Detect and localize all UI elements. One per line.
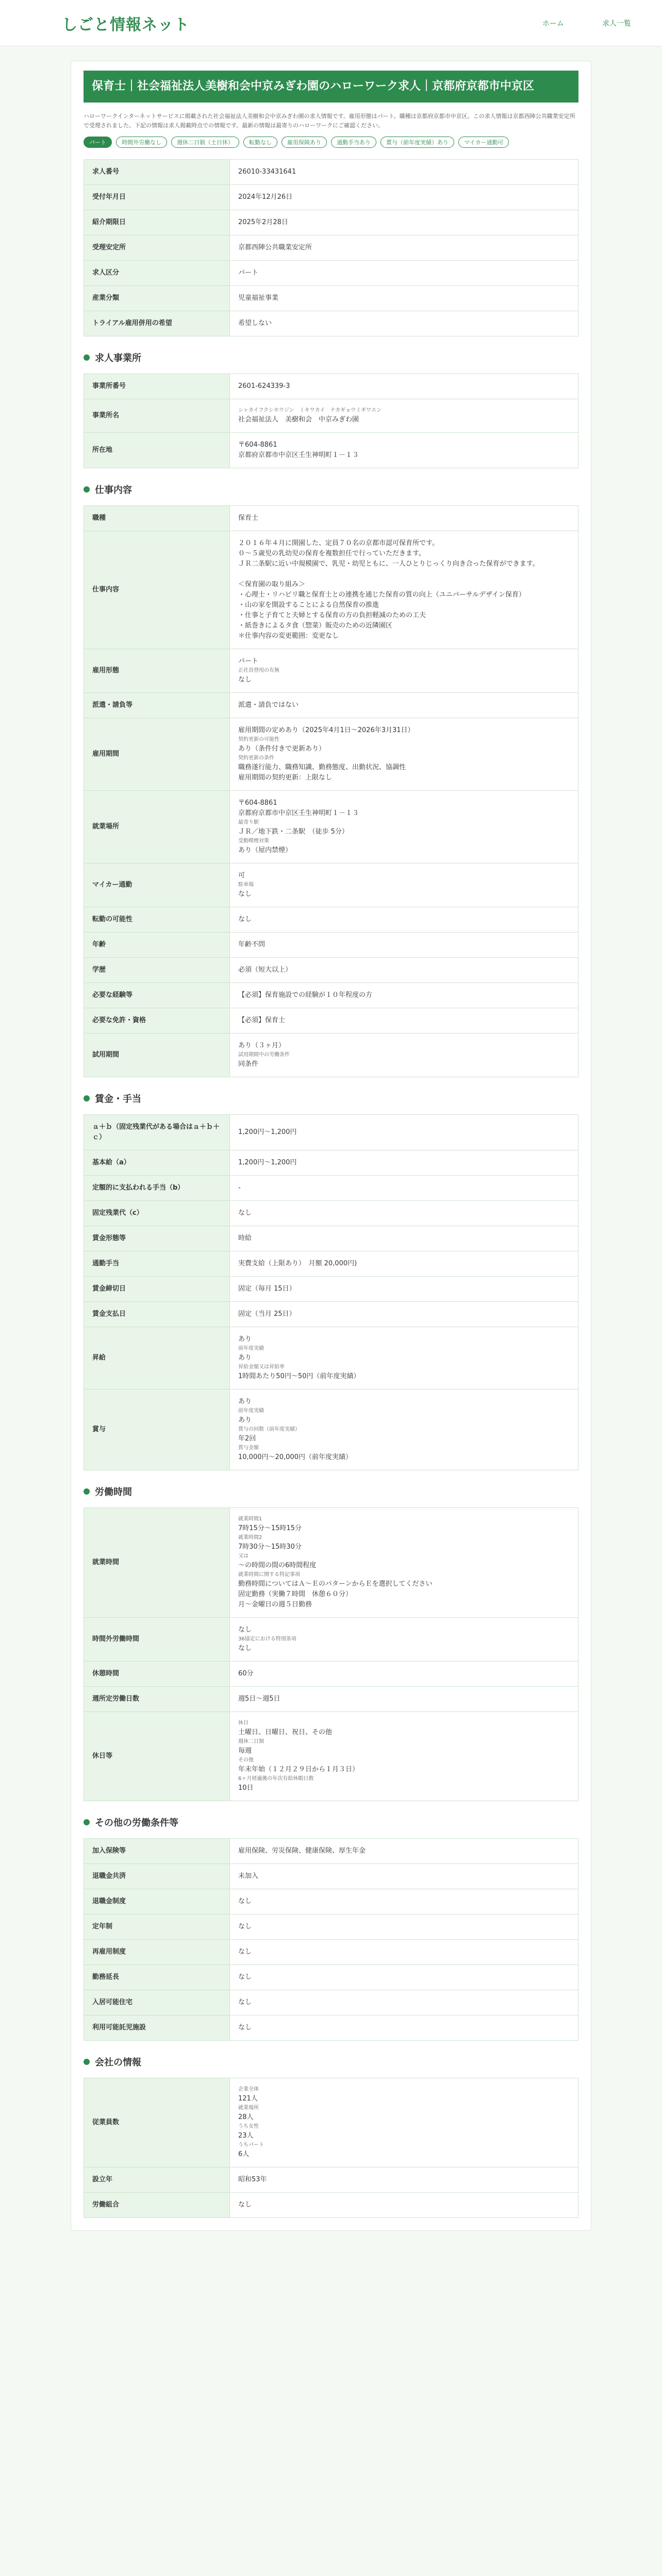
feature-tag: 雇用保険あり <box>282 137 327 148</box>
value-text: 児童福祉事業 <box>238 294 279 302</box>
row-label: 通勤手当 <box>84 1251 230 1277</box>
header-nav <box>506 18 631 28</box>
row-value-cell <box>230 649 578 693</box>
row-label: 試用期間 <box>84 1033 230 1077</box>
row-label: 賃金支払日 <box>84 1302 230 1327</box>
table-row <box>84 506 578 531</box>
value-text: なし <box>238 1973 252 1981</box>
table-row <box>84 1914 578 1940</box>
value-text: あり <box>238 1398 252 1405</box>
row-value-cell <box>230 185 578 210</box>
value-text: パート <box>238 657 259 665</box>
row-label: 入居可能住宅 <box>84 1990 230 2015</box>
value-sublabel: 就業時間に関する特記事項 <box>238 1572 300 1578</box>
value-text: 社会福祉法人 美樹和会 中京みぎわ園 <box>238 416 359 423</box>
row-label: 年齢 <box>84 933 230 958</box>
section-bullet-icon <box>84 1095 90 1101</box>
table-row <box>84 693 578 718</box>
row-value-cell <box>230 1302 578 1327</box>
row-label: 従業員数 <box>84 2078 230 2167</box>
info-table <box>84 1114 578 1470</box>
section-title-text: 会社の情報 <box>95 2057 141 2068</box>
value-sublabel: 契約更新の条件 <box>238 755 274 761</box>
value-sublabel: 6ヶ月経過後の年次有給休暇日数 <box>238 1776 314 1782</box>
row-value-cell <box>230 2167 578 2193</box>
row-value-cell <box>230 210 578 235</box>
section-bullet-icon <box>84 1819 90 1825</box>
row-label: 利用可能託児施設 <box>84 2015 230 2041</box>
table-row <box>84 1687 578 1712</box>
table-row <box>84 1277 578 1302</box>
value-text: 〒604-8861 京都府京都市中京区壬生神明町１－１３ <box>238 799 359 817</box>
row-label: 休憩時間 <box>84 1662 230 1687</box>
row-label: 時間外労働時間 <box>84 1618 230 1662</box>
row-label: 事業所番号 <box>84 374 230 399</box>
value-text: 121人 <box>238 2095 258 2103</box>
row-label: 派遣・請負等 <box>84 693 230 718</box>
table-row <box>84 1150 578 1176</box>
section-title <box>84 351 578 364</box>
row-value-cell <box>230 1864 578 1889</box>
value-text: なし <box>238 916 252 923</box>
section-bullet-icon <box>84 486 90 493</box>
value-text: 土曜日、日曜日、祝日、その他 <box>238 1728 333 1736</box>
row-value-cell <box>230 1389 578 1470</box>
value-text: あり <box>238 1335 252 1343</box>
row-label: 学歴 <box>84 958 230 983</box>
row-value-cell <box>230 1914 578 1940</box>
row-label: 就業場所 <box>84 791 230 863</box>
table-row <box>84 1662 578 1687</box>
value-text: 固定（当月 25日） <box>238 1310 296 1318</box>
section-title <box>84 483 578 496</box>
table-row <box>84 2193 578 2218</box>
section-title-text: その他の労働条件等 <box>95 1818 178 1828</box>
value-text: なし <box>238 1897 252 1905</box>
section-bullet-icon <box>84 2059 90 2065</box>
row-label: 仕事内容 <box>84 531 230 649</box>
table-row <box>84 1302 578 1327</box>
table-row <box>84 863 578 907</box>
row-label: 事業所名 <box>84 399 230 433</box>
row-value-cell <box>230 2193 578 2218</box>
row-value-cell <box>230 1940 578 1965</box>
row-label: 所在地 <box>84 433 230 468</box>
value-sublabel: シャカイフクシホウジン ミキワカイ ナカギョウミギワエン <box>238 408 382 413</box>
row-value-cell <box>230 863 578 907</box>
value-text: 26010-33431641 <box>238 168 296 176</box>
value-text: 〒604-8861 京都府京都市中京区壬生神明町１－１３ <box>238 441 359 459</box>
row-label: 必要な免許・資格 <box>84 1008 230 1033</box>
section-title-text: 賃金・手当 <box>95 1094 141 1105</box>
value-text: あり（条件付きで更新あり） <box>238 745 326 753</box>
row-value-cell <box>230 311 578 336</box>
value-text: なし <box>238 1998 252 2006</box>
table-row <box>84 433 578 468</box>
value-text: 10,000円〜20,000円（前年度実績） <box>238 1453 352 1461</box>
row-value-cell <box>230 1712 578 1801</box>
value-text: あり <box>238 1354 252 1362</box>
row-label: 職種 <box>84 506 230 531</box>
feature-tag: 通勤手当あり <box>331 137 376 148</box>
value-text: 週5日〜週5日 <box>238 1695 280 1703</box>
site-header <box>0 0 662 46</box>
table-row <box>84 261 578 286</box>
row-label: 求人区分 <box>84 261 230 286</box>
row-value-cell <box>230 1508 578 1618</box>
value-sublabel: 就業時間2 <box>238 1535 262 1540</box>
row-label: 再雇用制度 <box>84 1940 230 1965</box>
row-label: 退職金制度 <box>84 1889 230 1914</box>
row-value-cell <box>230 1990 578 2015</box>
row-value-cell <box>230 718 578 791</box>
table-row <box>84 1990 578 2015</box>
value-text: なし <box>238 1626 252 1634</box>
job-detail-card <box>71 61 591 2231</box>
value-text: 年齢不問 <box>238 941 266 948</box>
row-value-cell <box>230 399 578 433</box>
table-row <box>84 1618 578 1662</box>
section-title-text: 労働時間 <box>95 1487 132 1498</box>
value-sublabel: 企業全体 <box>238 2087 259 2092</box>
row-value-cell <box>230 1618 578 1662</box>
row-label: 加入保険等 <box>84 1839 230 1864</box>
info-table <box>84 505 578 1077</box>
value-text: 1時間あたり50円〜50円（前年度実績） <box>238 1372 360 1380</box>
value-text: 60分 <box>238 1670 254 1677</box>
value-text: 派遣・請負ではない <box>238 701 299 709</box>
table-row <box>84 2167 578 2193</box>
table-row <box>84 311 578 336</box>
row-value-cell <box>230 958 578 983</box>
row-label: 労働組合 <box>84 2193 230 2218</box>
table-row <box>84 1201 578 1226</box>
value-sublabel: うち女性 <box>238 2124 259 2129</box>
row-value-cell <box>230 693 578 718</box>
value-text: 可 <box>238 872 245 879</box>
row-label: 昇給 <box>84 1327 230 1389</box>
value-sublabel: うちパート <box>238 2142 264 2148</box>
row-value-cell <box>230 286 578 311</box>
nav-home-link[interactable]: ホーム <box>542 19 564 28</box>
feature-tag: 週休二日制（土日休） <box>171 137 239 148</box>
row-value-cell <box>230 433 578 468</box>
lead-text: ハローワークインターネットサービスに掲載された社会福祉法人美樹和会中京みぎわ園の求人情報です。雇用形態はパート。職種は京都府京都市中京区。この求人情報は京都西陣公共職業安定所で受理されました。下記の情報は求人掲載時点での情報です。最新の情報は最寄りのハローワークにご確認ください。 <box>84 113 575 129</box>
value-text: なし <box>238 2024 252 2031</box>
row-value-cell <box>230 1008 578 1033</box>
row-value-cell <box>230 1687 578 1712</box>
section-title <box>84 2055 578 2069</box>
table-row <box>84 2015 578 2041</box>
value-text: ２０１６年４月に開園した、定員７０名の京都市認可保育所です。 ０～５歳児の乳幼児の保育を複数担任で行っていただきます。 ＪＲ二条駅に近い中規模園で、乳児・幼児ともに、一人ひとりじっくり向き合った保育ができます。 ＜保育園の取り組み＞ ・心理士・リハビリ職と保育士との連携を通じた保育の質の向上（ユニバーサルデザイン保育） ・山の家を開設することによる自然保育の推進 ・仕事と子育てと夫婦とする保育の方の負担軽減のための工夫 ・紙巻きによるタ食（惣菜）販売のための近隣園区 ＊仕事内容の変更範囲：変更なし <box>238 539 539 640</box>
table-row <box>84 531 578 649</box>
value-sublabel: その他 <box>238 1757 254 1763</box>
value-text: あり（３ヶ月） <box>238 1042 286 1049</box>
row-value-cell <box>230 1150 578 1176</box>
table-row <box>84 649 578 693</box>
info-table <box>84 1838 578 2041</box>
value-sublabel: 休日 <box>238 1720 249 1726</box>
row-label: 転勤の可能性 <box>84 907 230 933</box>
value-text: 2601-624339-3 <box>238 382 290 390</box>
row-value-cell <box>230 2078 578 2167</box>
table-row <box>84 210 578 235</box>
row-value-cell <box>230 1033 578 1077</box>
row-value-cell <box>230 235 578 261</box>
value-sublabel: 正社員登用の有無 <box>238 668 279 673</box>
table-row <box>84 1889 578 1914</box>
row-label: 週所定労働日数 <box>84 1687 230 1712</box>
value-text: なし <box>238 1209 252 1217</box>
table-row <box>84 1712 578 1801</box>
value-text: 職務遂行能力、職務知識、勤務態度、出勤状況、協調性 雇用期間の契約更新：上限なし <box>238 764 406 782</box>
value-sublabel: 又は <box>238 1553 249 1559</box>
row-value-cell <box>230 1115 578 1150</box>
row-value-cell <box>230 1327 578 1389</box>
row-label: 休日等 <box>84 1712 230 1801</box>
value-text: 1,200円〜1,200円 <box>238 1159 297 1166</box>
value-text: 年末年始（１２月２９日から１月３日） <box>238 1766 359 1773</box>
table-row <box>84 399 578 433</box>
table-row <box>84 958 578 983</box>
value-text: 2024年12月26日 <box>238 193 293 201</box>
value-sublabel: 前年度実績 <box>238 1346 264 1351</box>
row-label: 定額的に支払われる手当（b） <box>84 1176 230 1201</box>
info-table <box>84 2078 578 2218</box>
feature-tag: 賞与（前年度実績）あり <box>380 137 454 148</box>
value-sublabel: 週休二日制 <box>238 1739 264 1744</box>
row-label: 賃金締切日 <box>84 1277 230 1302</box>
row-label: 基本給（a） <box>84 1150 230 1176</box>
table-row <box>84 1839 578 1864</box>
row-label: 勤務延長 <box>84 1965 230 1990</box>
site-logo[interactable]: しごと情報ネット <box>62 15 190 34</box>
value-text: 必須（短大以上） <box>238 966 292 974</box>
value-text: 〜の時間の間の6時間程度 <box>238 1562 317 1569</box>
row-value-cell <box>230 506 578 531</box>
value-text: - <box>238 1184 241 1192</box>
value-sublabel: 駐車場 <box>238 882 254 888</box>
value-text: 保育士 <box>238 514 259 522</box>
row-label: 定年制 <box>84 1914 230 1940</box>
value-text: なし <box>238 1645 252 1652</box>
table-row <box>84 1940 578 1965</box>
row-label: 必要な経験等 <box>84 983 230 1008</box>
value-text: なし <box>238 1948 252 1956</box>
feature-tags <box>84 137 578 148</box>
row-value-cell <box>230 907 578 933</box>
table-row <box>84 1115 578 1150</box>
value-text: 6人 <box>238 2150 250 2158</box>
info-table <box>84 159 578 336</box>
table-row <box>84 286 578 311</box>
row-value-cell <box>230 1965 578 1990</box>
value-text: 同条件 <box>238 1060 259 1068</box>
value-text: 28人 <box>238 2113 254 2121</box>
table-row <box>84 1389 578 1470</box>
section-title <box>84 1485 578 1498</box>
value-text: 1,200円〜1,200円 <box>238 1128 297 1136</box>
value-text: 京都西陣公共職業安定所 <box>238 244 312 251</box>
row-value-cell <box>230 983 578 1008</box>
value-sublabel: 昇給金額又は昇給率 <box>238 1364 285 1370</box>
value-text: 未加入 <box>238 1872 259 1880</box>
table-row <box>84 1508 578 1618</box>
row-value-cell <box>230 374 578 399</box>
value-sublabel: 就業場所 <box>238 2105 259 2111</box>
value-text: 希望しない <box>238 319 272 327</box>
page-title: 保育士｜社会福祉法人美樹和会中京みぎわ園のハローワーク求人｜京都府京都市中京区 <box>84 71 578 103</box>
table-row <box>84 1008 578 1033</box>
table-row <box>84 933 578 958</box>
value-text: 2025年2月28日 <box>238 218 288 226</box>
row-label: 設立年 <box>84 2167 230 2193</box>
section-title <box>84 1816 578 1829</box>
row-label: 雇用期間 <box>84 718 230 791</box>
table-row <box>84 791 578 863</box>
table-row <box>84 160 578 185</box>
feature-tag: 時間外労働なし <box>116 137 167 148</box>
row-label: 受理安定所 <box>84 235 230 261</box>
row-label: 産業分類 <box>84 286 230 311</box>
row-label: 受付年月日 <box>84 185 230 210</box>
value-text: 時給 <box>238 1234 252 1242</box>
value-text: なし <box>238 2201 252 2209</box>
row-value-cell <box>230 1277 578 1302</box>
feature-tag: マイカー通勤可 <box>458 137 509 148</box>
value-text: パート <box>238 269 259 277</box>
table-row <box>84 185 578 210</box>
value-sublabel: 契約更新の可能性 <box>238 737 279 742</box>
table-row <box>84 374 578 399</box>
row-value-cell <box>230 1201 578 1226</box>
row-value-cell <box>230 1839 578 1864</box>
row-value-cell <box>230 1889 578 1914</box>
row-value-cell <box>230 1176 578 1201</box>
value-text: 勤務時間についてはＡ～ＥのパターンからＥを選択してください 固定勤務（実働７時間 休憩６０分） 月～金曜日の週５日勤務 <box>238 1580 433 1608</box>
table-row <box>84 1864 578 1889</box>
value-text: 23人 <box>238 2132 254 2140</box>
table-row <box>84 1251 578 1277</box>
value-text: 実費支給（上限あり） 月額 20,000円) <box>238 1260 357 1267</box>
value-sublabel: 受動喫煙対策 <box>238 838 269 844</box>
feature-tag: パート <box>84 137 112 148</box>
value-text: なし <box>238 1923 252 1930</box>
table-row <box>84 2078 578 2167</box>
value-text: 7時30分〜15時30分 <box>238 1543 302 1551</box>
value-text: ＪＲ／地下鉄・二条駅 （徒歩 5分） <box>238 828 349 836</box>
table-row <box>84 718 578 791</box>
value-text: 昭和53年 <box>238 2176 267 2183</box>
row-value-cell <box>230 1662 578 1687</box>
row-value-cell <box>230 1226 578 1251</box>
value-text: 7時15分〜15時15分 <box>238 1524 302 1532</box>
row-label: ａ＋ｂ（固定残業代がある場合はａ＋ｂ＋ｃ） <box>84 1115 230 1150</box>
value-text: 雇用期間の定めあり（2025年4月1日～2026年3月31日） <box>238 726 415 734</box>
value-sublabel: 最寄り駅 <box>238 820 259 825</box>
nav-job-list-link[interactable]: 求人一覧 <box>602 19 631 28</box>
section-title <box>84 1092 578 1105</box>
row-value-cell <box>230 531 578 649</box>
table-row <box>84 907 578 933</box>
row-value-cell <box>230 160 578 185</box>
table-row <box>84 235 578 261</box>
value-sublabel: 就業時間1 <box>238 1516 262 1522</box>
info-table <box>84 1507 578 1801</box>
row-label: 固定残業代（c） <box>84 1201 230 1226</box>
row-label: トライアル雇用併用の希望 <box>84 311 230 336</box>
table-row <box>84 1965 578 1990</box>
row-value-cell <box>230 933 578 958</box>
value-text: 毎週 <box>238 1747 252 1755</box>
value-text: なし <box>238 890 252 898</box>
section-title-text: 求人事業所 <box>95 353 141 364</box>
table-row <box>84 983 578 1008</box>
table-row <box>84 1226 578 1251</box>
value-text: あり <box>238 1416 252 1424</box>
value-text: 10日 <box>238 1784 254 1792</box>
value-text: 【必須】保育士 <box>238 1016 286 1024</box>
row-label: 雇用形態 <box>84 649 230 693</box>
info-table <box>84 374 578 468</box>
value-sublabel: 前年度実績 <box>238 1408 264 1414</box>
row-label: 退職金共済 <box>84 1864 230 1889</box>
value-sublabel: 試用期間中の労働条件 <box>238 1052 290 1058</box>
value-sublabel: 賞与金額 <box>238 1445 259 1451</box>
row-label: 就業時間 <box>84 1508 230 1618</box>
table-row <box>84 1176 578 1201</box>
value-text: 年2回 <box>238 1435 256 1443</box>
value-text: 雇用保険、労災保険、健康保険、厚生年金 <box>238 1847 366 1855</box>
value-sublabel: 賞与の回数（前年度実績） <box>238 1427 300 1432</box>
table-row <box>84 1033 578 1077</box>
row-label: 賃金形態等 <box>84 1226 230 1251</box>
row-label: 求人番号 <box>84 160 230 185</box>
row-value-cell <box>230 2015 578 2041</box>
row-label: 紹介期限日 <box>84 210 230 235</box>
section-title-text: 仕事内容 <box>95 485 132 496</box>
section-bullet-icon <box>84 354 90 361</box>
table-row <box>84 1327 578 1389</box>
value-text: 固定（毎月 15日） <box>238 1285 296 1293</box>
row-value-cell <box>230 1251 578 1277</box>
row-label: マイカー通勤 <box>84 863 230 907</box>
row-value-cell <box>230 261 578 286</box>
value-sublabel: 36協定における特別条項 <box>238 1636 296 1642</box>
value-text: あり（屋内禁煙） <box>238 846 292 854</box>
value-text: 【必須】保育施設での経験が１０年程度の方 <box>238 991 373 999</box>
row-value-cell <box>230 791 578 863</box>
section-bullet-icon <box>84 1488 90 1495</box>
value-text: なし <box>238 676 252 684</box>
row-label: 賞与 <box>84 1389 230 1470</box>
feature-tag: 転勤なし <box>243 137 277 148</box>
